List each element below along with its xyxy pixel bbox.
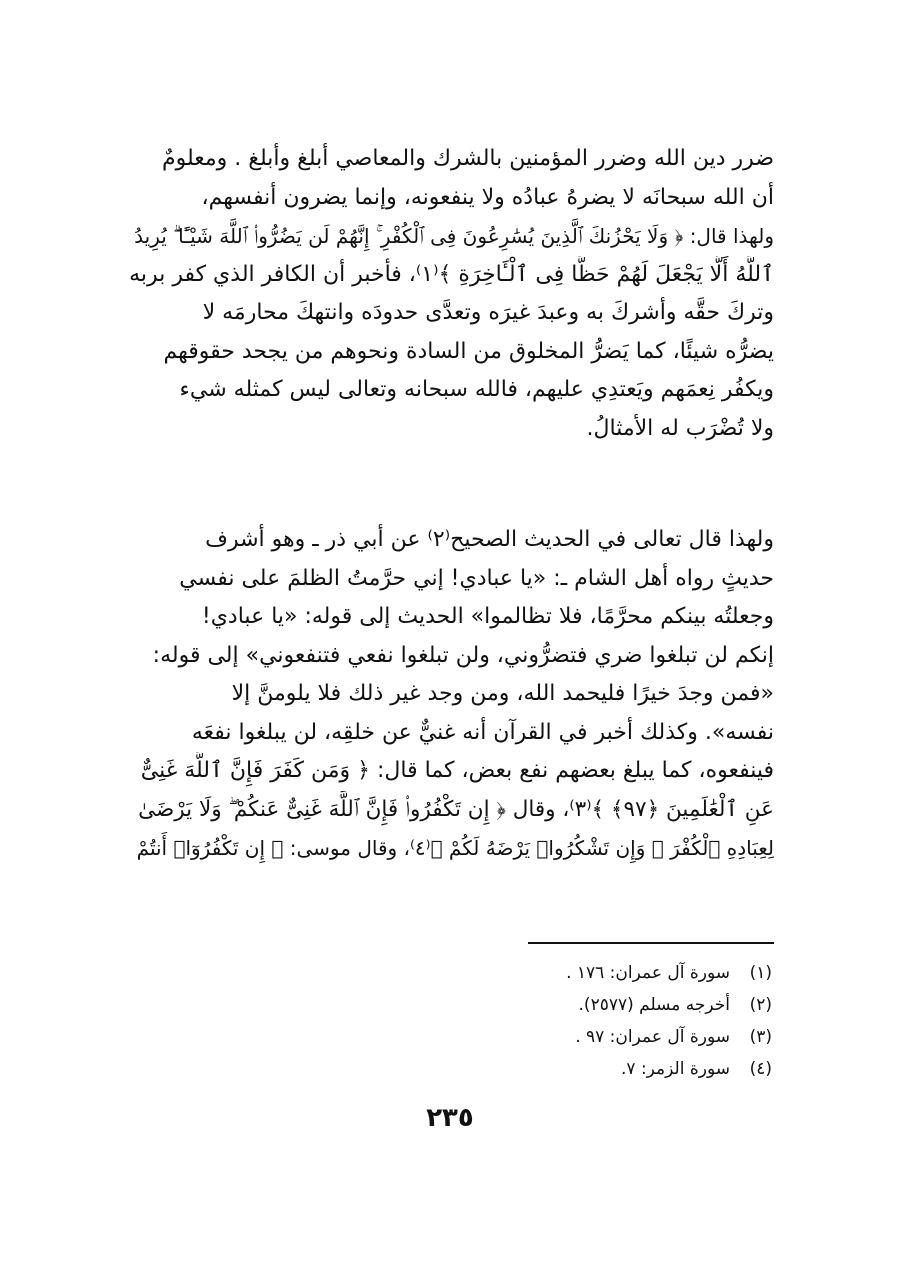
text-line: عَنِ ٱلْعَٰلَمِينَ ﴿٩٧﴾ ﴾⁽٣⁾، وقال ﴿ إِن تَكْفُرُوا۟ فَإِنَّ ٱللَّهَ غَنِىٌّ عَنكُمْ ۖ وَلَا يَرْضَىٰ (138, 796, 774, 822)
footnote-number: (٢) (749, 995, 772, 1015)
paragraph-2 (128, 521, 774, 868)
footnote-item (460, 957, 772, 989)
text-line: يضرُّه شيئًا، كما يَضرُّ المخلوق من السادة ونحوهم من يجحد حقوقهم (163, 338, 774, 364)
footnote-separator (528, 942, 774, 944)
text-line: أن الله سبحانَه لا يضرهُ عبادُه ولا ينفعونه، وإنما يضرون أنفسهم، (201, 184, 774, 210)
paragraph-1 (128, 140, 774, 448)
footnote-text: أخرجه مسلم (٢٥٧٧). (578, 995, 730, 1015)
text-line: ولهذا قال: ﴿ وَلَا يَحْزُنكَ ٱلَّذِينَ يُسَٰرِعُونَ فِى ٱلْكُفْرِ ۚ إِنَّهُمْ لَن يَضُرُّوا۟ ٱللَّهَ شَيْـًٔا ۗ يُرِيدُ (134, 224, 774, 248)
text-line: ضرر دين الله وضرر المؤمنين بالشرك والمعاصي أبلغ وأبلغ . ومعلومٌ (162, 146, 774, 171)
text-line: ولا تُضْرَب له الأمثالُ. (586, 415, 774, 441)
page-number: ٢٣٥ (426, 1103, 474, 1133)
footnote-item (460, 1021, 772, 1053)
footnote-text: سورة آل عمران: ٩٧ . (575, 1027, 730, 1047)
text-line: إنكم لن تبلغوا ضري فتضرُّوني، ولن تبلغوا نفعي فتنفعوني» إلى قوله: (152, 642, 774, 668)
text-line: ويكفُر نِعمَهم ويَعتدِي عليهم، فالله سبحانه وتعالى ليس كمثله شيء (179, 377, 774, 402)
text-line: وتركَ حقَّه وأشركَ به وعبدَ غيرَه وتعدَّى حدودَه وانتهكَ محارمَه لا (202, 300, 774, 325)
footnote-number: (٤) (749, 1059, 772, 1079)
footnotes (460, 957, 772, 1085)
text-line: وجعلتُه بينكم محرَّمًا، فلا تظالموا» الحديث إلى قوله: «يا عبادي! (201, 604, 774, 629)
footnote-item (460, 1053, 772, 1085)
text-line: لِعِبَادِهِ ٱلْكُفْرَ ۖ وَإِن تَشْكُرُوا۟ يَرْضَهُ لَكُمْ ﴾⁽٤⁾، وقال موسى: ﴿ إِن تَكْفُرُوٓا۟ أَنتُمْ (136, 836, 774, 860)
text-line: ٱللَّهُ أَلَّا يَجْعَلَ لَهُمْ حَظًّا فِى ٱلْـَٔاخِرَةِ ﴾⁽١⁾، فأخبر أن الكافر الذي كفر بربه (129, 261, 774, 287)
footnote-number: (٣) (749, 1027, 772, 1047)
text-line: حديثٍ رواه أهل الشام ـ: «يا عبادي! إني حرَّمتُ الظلمَ على نفسي (179, 565, 774, 591)
footnote-item (460, 989, 772, 1021)
footnote-text: سورة الزمر: ٧. (621, 1059, 730, 1079)
footnote-text: سورة آل عمران: ١٧٦ . (566, 963, 730, 983)
text-line: نفسه». وكذلك أخبر في القرآن أنه غنيٌّ عن خلقِه، لن يبلغوا نفعَه (191, 719, 774, 745)
text-line: ولهذا قال تعالى في الحديث الصحيح⁽٢⁾ عن أبي ذر ـ وهو أشرف (205, 527, 774, 552)
text-line: «فمن وجدَ خيرًا فليحمد الله، ومن وجد غير ذلك فلا يلومنَّ إلا (231, 681, 774, 706)
footnote-number: (١) (749, 963, 772, 983)
text-line: فينفعوه، كما يبلغ بعضهم نفع بعض، كما قال: ﴿ وَمَن كَفَرَ فَإِنَّ ٱللَّهَ غَنِىٌّ (140, 758, 774, 783)
